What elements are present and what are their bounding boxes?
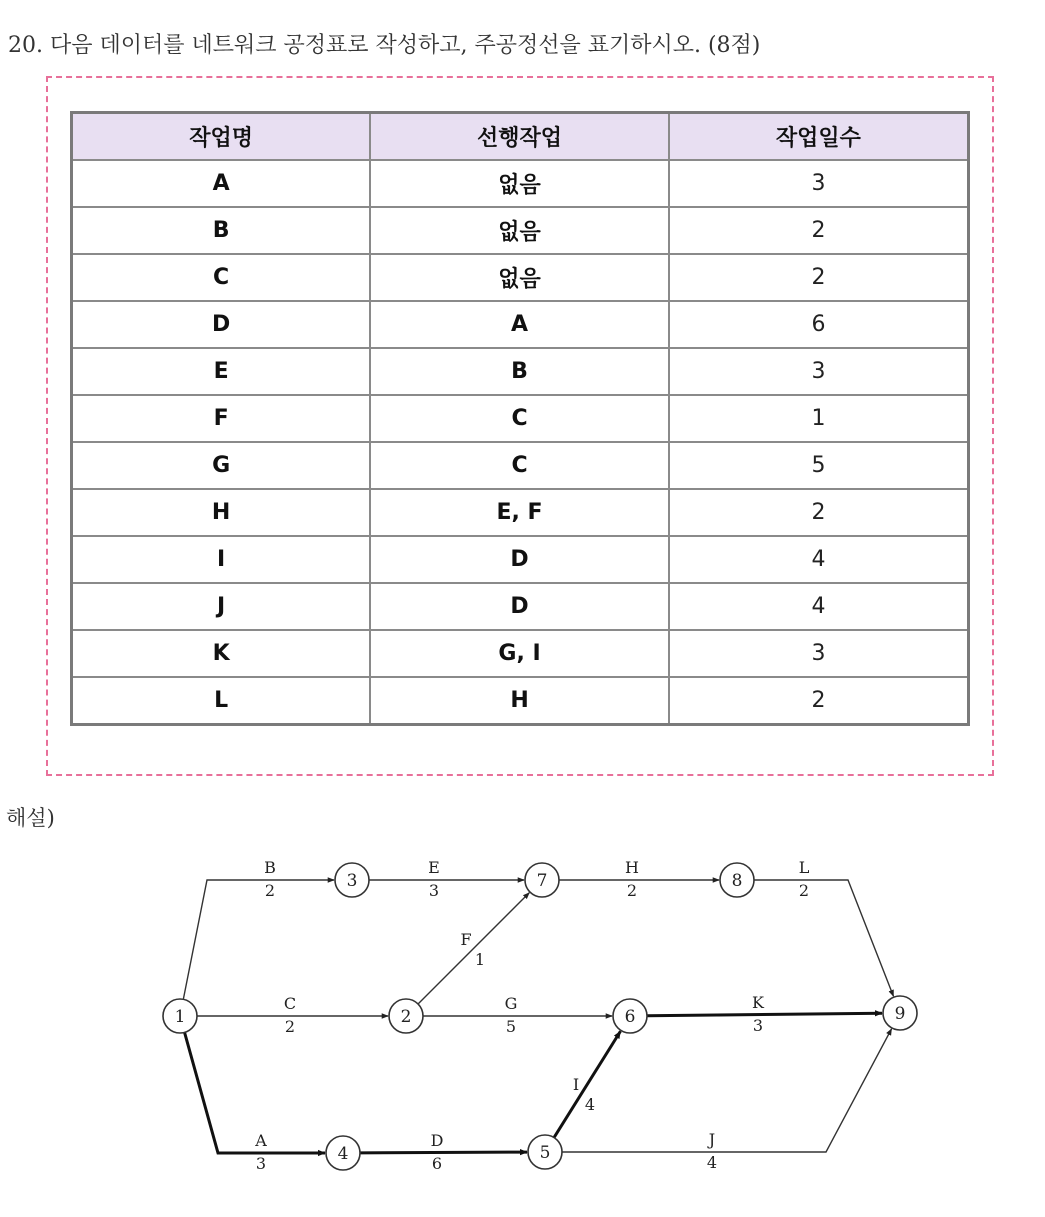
cell-predecessor: D (370, 583, 669, 630)
node-4 (326, 1136, 360, 1170)
cell-task-name: I (72, 536, 371, 583)
activity-label-g: G (504, 994, 518, 1013)
node-label: 1 (174, 1007, 186, 1027)
activity-label-f: F (460, 930, 472, 949)
node-label: 5 (539, 1143, 551, 1163)
cell-predecessor: H (370, 677, 669, 725)
header-duration: 작업일수 (669, 113, 969, 161)
activity-label-h: H (625, 858, 639, 877)
cell-duration: 3 (669, 160, 969, 207)
cell-duration: 6 (669, 301, 969, 348)
activity-duration-d: 6 (431, 1154, 443, 1173)
activity-label-e: E (428, 858, 440, 877)
activity-label-a: A (255, 1131, 267, 1150)
activity-arrow-d (360, 1152, 527, 1153)
activity-label-b: B (264, 858, 276, 877)
cell-predecessor: G, I (370, 630, 669, 677)
activity-duration-h: 2 (626, 881, 638, 900)
activity-label-d: D (430, 1131, 444, 1150)
cell-task-name: F (72, 395, 371, 442)
node-label: 8 (731, 871, 743, 891)
activity-label-i: I (572, 1075, 580, 1094)
cell-duration: 2 (669, 254, 969, 301)
cell-task-name: B (72, 207, 371, 254)
activity-arrow-l (754, 880, 893, 996)
header-task-name: 작업명 (72, 113, 371, 161)
activity-duration-a: 3 (255, 1154, 267, 1173)
node-label: 2 (400, 1007, 412, 1027)
cell-predecessor: A (370, 301, 669, 348)
question-text: 20. 다음 데이터를 네트워크 공정표로 작성하고, 주공정선을 표기하시오. (8점) (8, 33, 761, 58)
cell-task-name: K (72, 630, 371, 677)
cell-duration: 2 (669, 207, 969, 254)
node-9 (883, 996, 917, 1030)
cell-task-name: C (72, 254, 371, 301)
activity-duration-l: 2 (798, 881, 810, 900)
cell-task-name: L (72, 677, 371, 725)
activity-label-c: C (283, 994, 297, 1013)
cell-duration: 2 (669, 489, 969, 536)
node-label: 4 (337, 1144, 349, 1164)
node-2 (389, 999, 423, 1033)
activity-label-k: K (752, 993, 764, 1012)
cell-duration: 3 (669, 348, 969, 395)
cell-predecessor: 없음 (370, 207, 669, 254)
activity-duration-i: 4 (584, 1095, 596, 1114)
cell-task-name: E (72, 348, 371, 395)
node-7 (525, 863, 559, 897)
cell-task-name: H (72, 489, 371, 536)
activity-duration-g: 5 (505, 1017, 517, 1036)
cell-predecessor: 없음 (370, 160, 669, 207)
cell-task-name: G (72, 442, 371, 489)
node-8 (720, 863, 754, 897)
activity-arrow-b (183, 880, 334, 999)
node-label: 9 (894, 1004, 906, 1024)
activity-duration-c: 2 (284, 1017, 296, 1036)
cell-duration: 2 (669, 677, 969, 725)
cell-task-name: J (72, 583, 371, 630)
cell-task-name: D (72, 301, 371, 348)
node-5 (528, 1135, 562, 1169)
cell-task-name: A (72, 160, 371, 207)
node-label: 3 (346, 871, 358, 891)
cell-duration: 4 (669, 583, 969, 630)
cell-duration: 4 (669, 536, 969, 583)
node-label: 6 (624, 1007, 636, 1027)
cell-predecessor: C (370, 442, 669, 489)
header-predecessor: 선행작업 (370, 113, 669, 161)
cell-duration: 5 (669, 442, 969, 489)
node-label: 7 (536, 871, 548, 891)
activity-arrow-i (554, 1031, 620, 1137)
activity-label-l: L (798, 858, 810, 877)
cell-predecessor: E, F (370, 489, 669, 536)
node-3 (335, 863, 369, 897)
cell-duration: 1 (669, 395, 969, 442)
activity-duration-e: 3 (428, 881, 440, 900)
node-6 (613, 999, 647, 1033)
activity-duration-f: 1 (474, 950, 486, 969)
activity-label-j: J (708, 1130, 716, 1149)
activity-arrow-f (418, 893, 529, 1004)
activity-duration-k: 3 (752, 1016, 764, 1035)
cell-duration: 3 (669, 630, 969, 677)
activity-duration-j: 4 (706, 1153, 718, 1172)
solution-label: 해설) (6, 806, 55, 830)
activity-duration-b: 2 (264, 881, 276, 900)
cell-predecessor: 없음 (370, 254, 669, 301)
cell-predecessor: B (370, 348, 669, 395)
cell-predecessor: C (370, 395, 669, 442)
cell-predecessor: D (370, 536, 669, 583)
node-1 (163, 999, 197, 1033)
activity-arrow-k (647, 1013, 882, 1016)
